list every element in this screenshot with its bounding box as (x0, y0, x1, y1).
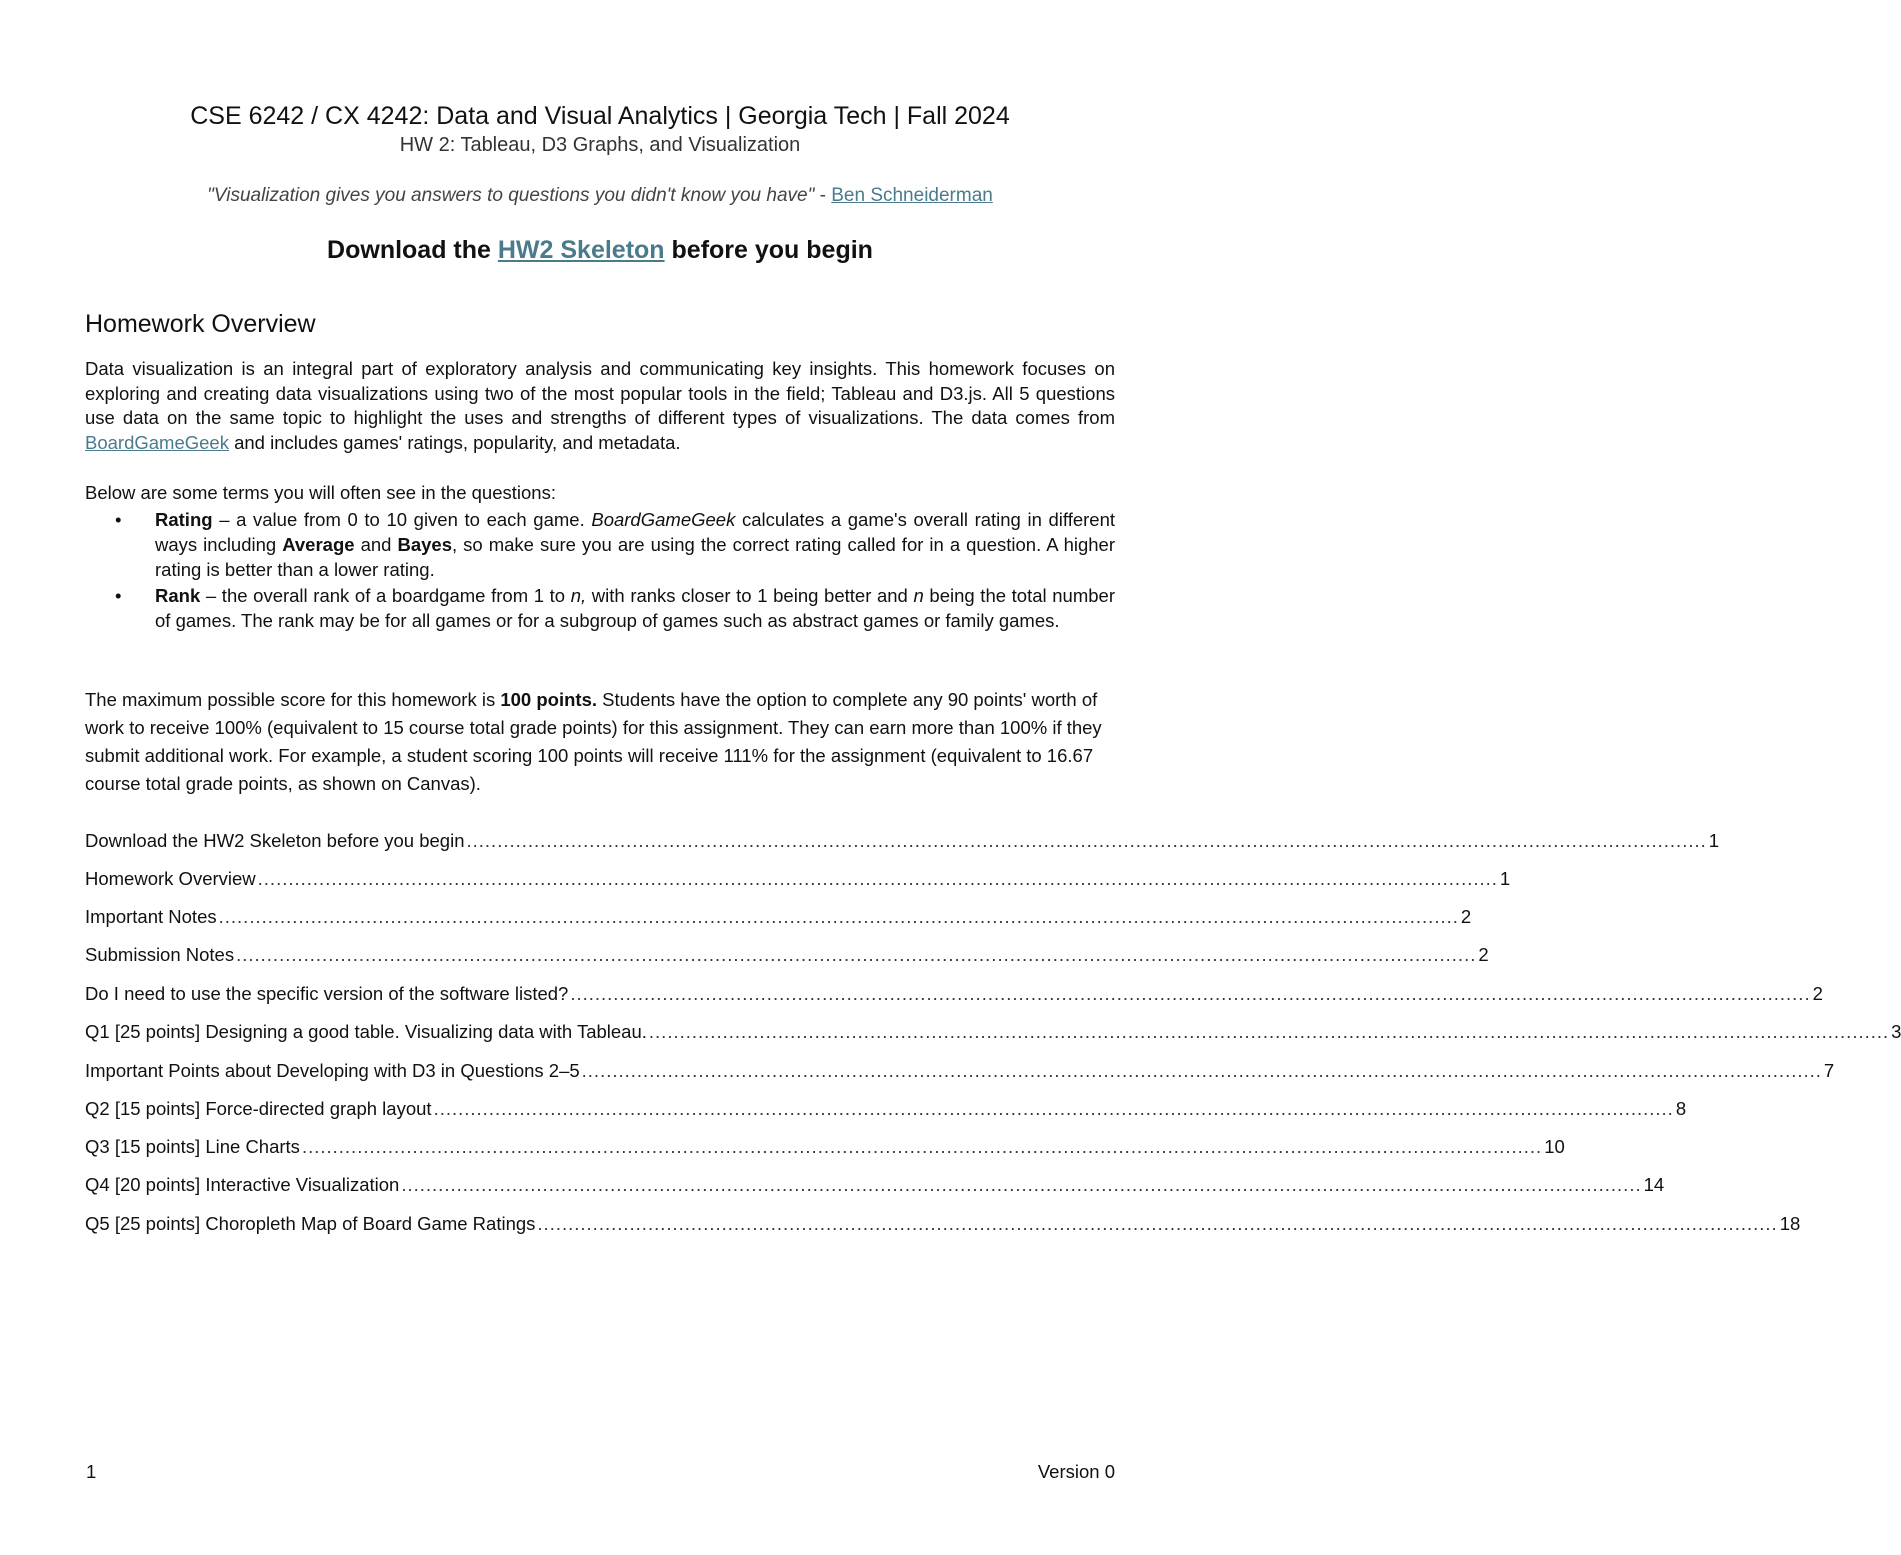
toc-entry-title: Q5 [25 points] Choropleth Map of Board Game Ratings (85, 1213, 536, 1234)
toc-leader: .......................................................................................................................................................................................................... (581, 1060, 1822, 1081)
toc-entry-page: 8 (1675, 1098, 1687, 1119)
overview-heading: Homework Overview (85, 310, 316, 338)
rank-text-3: being the total number of games. The rank may be for all games or for a subgroup of games such as abstract games or family games. (155, 585, 1115, 631)
rank-italic-2: n (913, 585, 924, 606)
rank-text-2: with ranks closer to 1 being better and (586, 585, 914, 606)
score-points: 100 points. (500, 689, 597, 710)
hw-subtitle: HW 2: Tableau, D3 Graphs, and Visualization (399, 134, 801, 156)
overview-paragraph (85, 357, 1115, 455)
toc-entry-page: 2 (1460, 906, 1472, 927)
toc-entry[interactable] (85, 980, 1823, 1006)
toc-entry[interactable] (85, 865, 1511, 891)
boardgamegeek-link[interactable]: BoardGameGeek (85, 431, 229, 453)
term-rank: Rank (155, 585, 201, 606)
toc-entry-title: Download the HW2 Skeleton before you begin (85, 830, 465, 851)
toc-leader: .......................................................................................................................................................................................................... (301, 1136, 1543, 1157)
overview-text-2: and includes games' ratings, popularity, and metadata. (228, 431, 681, 453)
toc-entry-title: Homework Overview (85, 868, 256, 889)
download-heading (0, 234, 1200, 266)
rating-text-3: and (354, 534, 398, 555)
quote-text: "Visualization gives you answers to questions you didn't know you have" (207, 185, 815, 206)
version-label: Version 0 (1037, 1461, 1115, 1482)
toc-leader: .......................................................................................................................................................................................................... (433, 1098, 1674, 1119)
toc-leader: .......................................................................................................................................................................................................... (466, 830, 1707, 851)
toc-entry-title: Q3 [15 points] Line Charts (85, 1136, 300, 1157)
list-item (115, 507, 1115, 582)
toc-entry-title: Q2 [15 points] Force-directed graph layout (85, 1098, 432, 1119)
toc-entry[interactable] (85, 903, 1472, 929)
quote-author-link[interactable]: Ben Schneiderman (831, 185, 993, 206)
toc-leader: .......................................................................................................................................................................................................... (537, 1213, 1778, 1234)
rating-text-4: , so make sure you are using the correct rating called for in a question. A higher rating is better than a lower rating. (155, 534, 1115, 580)
toc-entry[interactable] (85, 1171, 1665, 1197)
toc-entry-page: 18 (1779, 1213, 1801, 1234)
toc-entry-page: 3 (1891, 1021, 1901, 1042)
score-text-2: Students have the option to complete any 90 points' worth of work to receive 100% (equivalent to 15 course total grade points) for this assignment. They can earn more than 100% if they submit additional work. For example, a student scoring 100 points will receive 111% for the assignment (equivalent to 16.67 course total grade points, as shown on Canvas). (85, 689, 1102, 794)
toc-leader: .......................................................................................................................................................................................................... (236, 944, 1477, 965)
toc-entry-page: 1 (1708, 830, 1720, 851)
skeleton-link[interactable]: HW2 Skeleton (497, 236, 665, 264)
rank-italic-1: n, (570, 585, 587, 606)
rating-italic: BoardGameGeek (591, 509, 736, 530)
toc-entry[interactable] (85, 827, 1720, 853)
toc-leader: .......................................................................................................................................................................................................... (570, 983, 1811, 1004)
toc-entry-page: 2 (1478, 944, 1489, 965)
score-text-1: The maximum possible score for this homework is (85, 689, 501, 710)
bullet-rating (115, 507, 1115, 582)
rank-text-1: – the overall rank of a boardgame from 1 to (200, 585, 571, 606)
toc-entry-page: 10 (1544, 1136, 1565, 1157)
toc-entry[interactable] (85, 1018, 1901, 1044)
toc-leader: .......................................................................................................................................................................................................... (257, 868, 1498, 889)
toc-entry-title: Submission Notes (85, 944, 235, 965)
quote-separator: - (814, 185, 832, 206)
toc-entry[interactable] (85, 1133, 1565, 1159)
toc-entry[interactable] (85, 1210, 1801, 1236)
toc-entry-page: 7 (1823, 1060, 1835, 1081)
page-number: 1 (86, 1461, 97, 1482)
bullet-rank (115, 583, 1115, 633)
toc-entry-title: Q4 [20 points] Interactive Visualization (85, 1174, 400, 1195)
toc-leader: .......................................................................................................................................................................................................... (401, 1174, 1642, 1195)
overview-text-1: Data visualization is an integral part of exploratory analysis and communicating key insights. This homework focuses on exploring and creating data visualizations using two of the most popular tools in the field; Tableau and D3.js. All 5 questions use data on the same topic to highlight the uses and strengths of different types of visualizations. The data comes from (85, 358, 1115, 428)
quote-line (0, 183, 1200, 209)
toc-entry[interactable] (85, 1095, 1687, 1121)
toc-entry-title: Do I need to use the specific version of the software listed? (85, 983, 569, 1004)
toc-entry-title: Important Notes (85, 906, 217, 927)
rating-text-1: – a value from 0 to 10 given to each game. (212, 509, 592, 530)
terms-intro: Below are some terms you will often see in the questions: (85, 482, 556, 503)
rating-text-2: calculates a game's overall rating in different ways including (155, 509, 1116, 555)
bullet-icon: • (115, 585, 122, 606)
download-prefix: Download the (327, 236, 498, 264)
course-title: CSE 6242 / CX 4242: Data and Visual Analytics | Georgia Tech | Fall 2024 (190, 102, 1010, 130)
score-paragraph (85, 686, 1115, 798)
term-rating: Rating (155, 509, 213, 530)
rating-average: Average (282, 534, 355, 555)
toc-entry-title: Q1 [25 points] Designing a good table. Visualizing data with Tableau. (85, 1021, 647, 1042)
toc-entry[interactable] (85, 941, 1489, 967)
toc-entry-page: 1 (1499, 868, 1511, 889)
toc-entry-title: Important Points about Developing with D3 in Questions 2–5 (85, 1060, 580, 1081)
toc-leader: .......................................................................................................................................................................................................... (218, 906, 1459, 927)
rating-bayes: Bayes (397, 534, 452, 555)
toc-leader: .......................................................................................................................................................................................................... (648, 1021, 1890, 1042)
toc-entry[interactable] (85, 1057, 1835, 1083)
toc-entry-page: 14 (1643, 1174, 1665, 1195)
list-item (115, 583, 1115, 633)
download-suffix: before you begin (664, 236, 873, 264)
toc-entry-page: 2 (1812, 983, 1823, 1004)
bullet-icon: • (115, 509, 122, 530)
